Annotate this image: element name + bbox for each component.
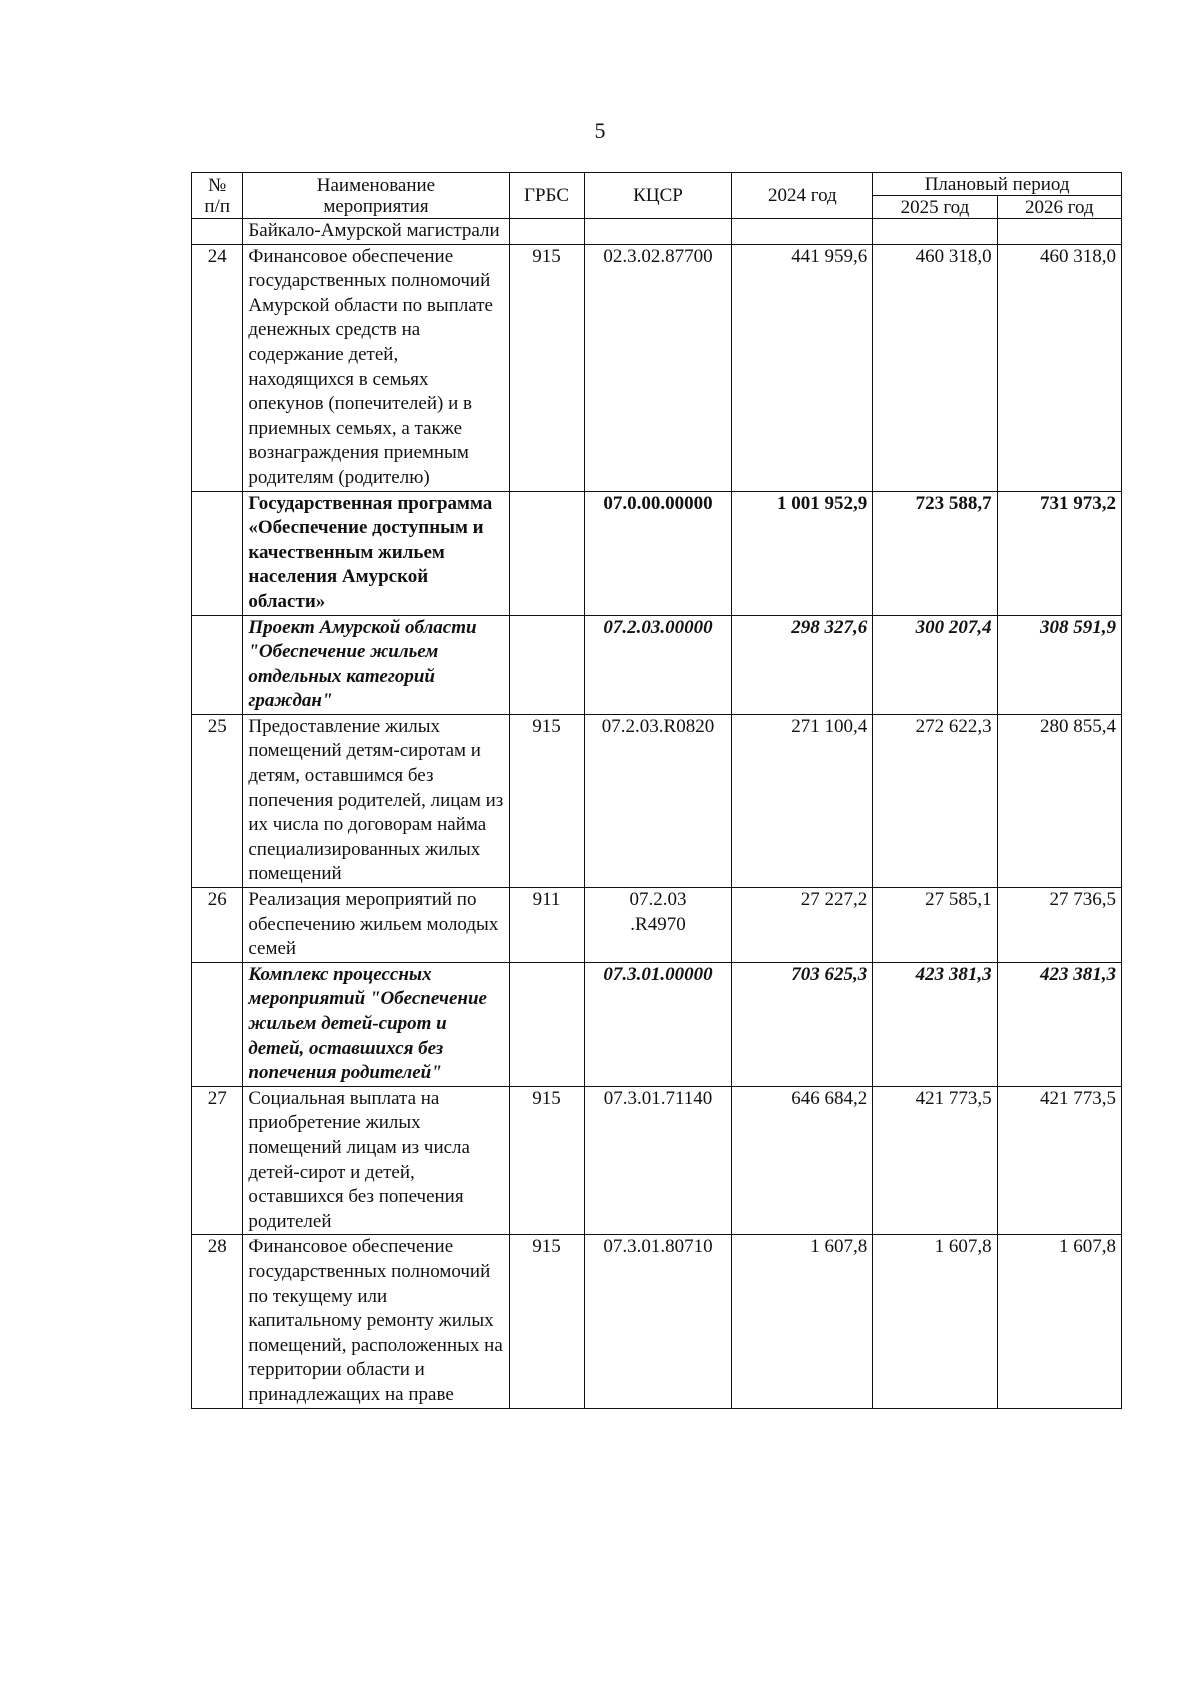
header-plan-period: Плановый период (873, 173, 1122, 196)
row-number-cell: 25 (192, 714, 243, 887)
amount-2024-cell: 441 959,6 (732, 244, 873, 491)
amount-2026-cell: 421 773,5 (997, 1086, 1121, 1235)
kcsr-cell: 07.3.01.71140 (584, 1086, 732, 1235)
page-number: 5 (594, 118, 606, 143)
event-name-cell: Финансовое обеспечение государственных полномочий по текущему или капитальному ремонту жилых помещений, расположенных на территории области и принадлежащих на праве (243, 1235, 509, 1408)
header-number: № п/п (192, 173, 243, 219)
row-number-cell: 26 (192, 888, 243, 963)
budget-table (191, 172, 1122, 1409)
amount-2025-cell: 723 588,7 (873, 491, 997, 615)
event-name-cell: Финансовое обеспечение государственных полномочий Амурской области по выплате денежных средств на содержание детей, находящихся в семьях опекунов (попечителей) и в приемных семьях, а также вознаграждения приемным родителям (родителю) (243, 244, 509, 491)
grbs-cell: 915 (509, 1235, 584, 1408)
row-number-cell (192, 962, 243, 1086)
row-number-cell: 28 (192, 1235, 243, 1408)
row-number-cell (192, 219, 243, 245)
amount-2025-cell: 1 607,8 (873, 1235, 997, 1408)
header-grbs: ГРБС (509, 173, 584, 219)
table-row (192, 962, 1122, 1086)
table-row (192, 1086, 1122, 1235)
grbs-cell (509, 962, 584, 1086)
amount-2024-cell: 646 684,2 (732, 1086, 873, 1235)
grbs-cell: 915 (509, 1086, 584, 1235)
table-row (192, 714, 1122, 887)
table-row (192, 491, 1122, 615)
header-name: Наименование мероприятия (243, 173, 509, 219)
amount-2026-cell: 423 381,3 (997, 962, 1121, 1086)
event-name-cell: Проект Амурской области "Обеспечение жильем отдельных категорий граждан" (243, 615, 509, 714)
event-name-cell: Социальная выплата на приобретение жилых помещений лицам из числа детей-сирот и детей, оставшихся без попечения родителей (243, 1086, 509, 1235)
table-body (192, 219, 1122, 1409)
kcsr-cell: 07.2.03.00000 (584, 615, 732, 714)
event-name-cell: Государственная программа «Обеспечение доступным и качественным жильем населения Амурской области» (243, 491, 509, 615)
kcsr-cell (584, 219, 732, 245)
amount-2024-cell: 27 227,2 (732, 888, 873, 963)
amount-2025-cell: 272 622,3 (873, 714, 997, 887)
row-number-cell: 24 (192, 244, 243, 491)
header-year-2024: 2024 год (732, 173, 873, 219)
amount-2024-cell: 703 625,3 (732, 962, 873, 1086)
kcsr-cell: 07.3.01.80710 (584, 1235, 732, 1408)
amount-2025-cell: 423 381,3 (873, 962, 997, 1086)
event-name-cell: Предоставление жилых помещений детям-сиротам и детям, оставшимся без попечения родителей, лицам из их числа по договорам найма специализированных жилых помещений (243, 714, 509, 887)
row-number-cell: 27 (192, 1086, 243, 1235)
event-name-cell: Реализация мероприятий по обеспечению жильем молодых семей (243, 888, 509, 963)
header-year-2025: 2025 год (873, 196, 997, 219)
grbs-cell: 911 (509, 888, 584, 963)
grbs-cell: 915 (509, 244, 584, 491)
amount-2024-cell (732, 219, 873, 245)
amount-2024-cell: 1 607,8 (732, 1235, 873, 1408)
table-row (192, 1235, 1122, 1408)
event-name-cell: Комплекс процессных мероприятий "Обеспечение жильем детей-сирот и детей, оставшихся без попечения родителей" (243, 962, 509, 1086)
amount-2025-cell: 300 207,4 (873, 615, 997, 714)
event-name-cell: Байкало-Амурской магистрали (243, 219, 509, 245)
row-number-cell (192, 491, 243, 615)
kcsr-cell: 02.3.02.87700 (584, 244, 732, 491)
grbs-cell (509, 615, 584, 714)
grbs-cell (509, 491, 584, 615)
amount-2026-cell: 27 736,5 (997, 888, 1121, 963)
grbs-cell (509, 219, 584, 245)
header-kcsr: КЦСР (584, 173, 732, 219)
amount-2025-cell: 421 773,5 (873, 1086, 997, 1235)
amount-2026-cell: 280 855,4 (997, 714, 1121, 887)
amount-2025-cell: 460 318,0 (873, 244, 997, 491)
kcsr-cell: 07.0.00.00000 (584, 491, 732, 615)
header-year-2026: 2026 год (997, 196, 1121, 219)
grbs-cell: 915 (509, 714, 584, 887)
amount-2024-cell: 271 100,4 (732, 714, 873, 887)
kcsr-cell: 07.2.03 .R4970 (584, 888, 732, 963)
amount-2026-cell (997, 219, 1121, 245)
amount-2024-cell: 1 001 952,9 (732, 491, 873, 615)
table-row (192, 888, 1122, 963)
table-row (192, 244, 1122, 491)
amount-2026-cell: 731 973,2 (997, 491, 1121, 615)
kcsr-cell: 07.3.01.00000 (584, 962, 732, 1086)
kcsr-cell: 07.2.03.R0820 (584, 714, 732, 887)
amount-2026-cell: 460 318,0 (997, 244, 1121, 491)
amount-2026-cell: 1 607,8 (997, 1235, 1121, 1408)
row-number-cell (192, 615, 243, 714)
table-row (192, 219, 1122, 245)
table-row (192, 615, 1122, 714)
amount-2026-cell: 308 591,9 (997, 615, 1121, 714)
amount-2025-cell: 27 585,1 (873, 888, 997, 963)
amount-2025-cell (873, 219, 997, 245)
amount-2024-cell: 298 327,6 (732, 615, 873, 714)
table-header (192, 173, 1122, 219)
